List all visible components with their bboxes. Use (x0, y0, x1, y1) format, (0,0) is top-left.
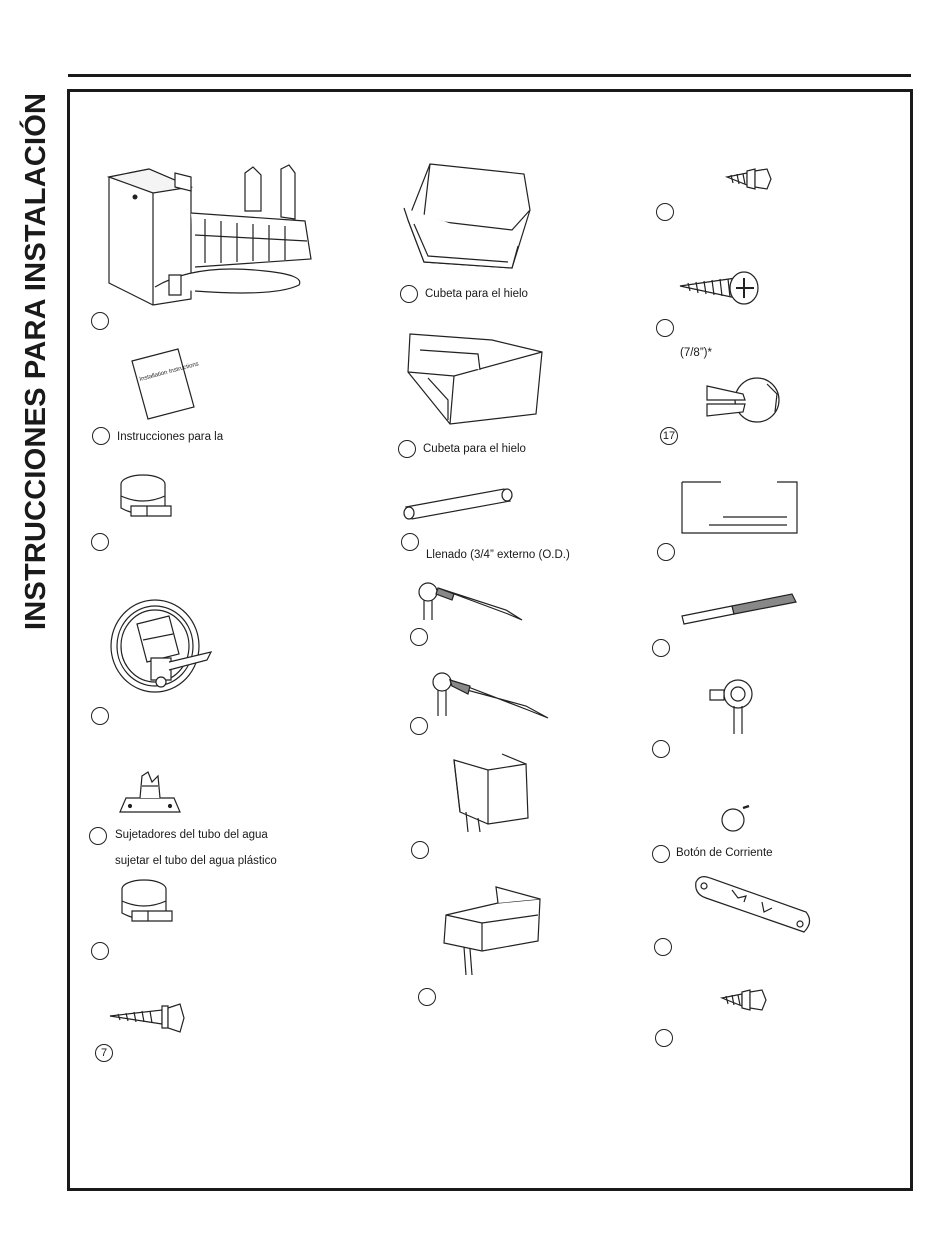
tube-assembly-a-illustration (414, 580, 524, 624)
part-number-instructions (92, 427, 110, 445)
label-card-illustration (681, 481, 799, 535)
hex-screw-a-illustration (725, 165, 773, 193)
label-power-button: Botón de Corriente (676, 847, 773, 859)
phillips-screw-illustration (678, 270, 762, 308)
part-number-clamp-a (91, 533, 109, 551)
part-number-fitting (652, 740, 670, 758)
label-ice-bucket-b: Cubeta para el hielo (423, 443, 526, 455)
part-number-water-valve (91, 707, 109, 725)
clamp-a-illustration (117, 472, 175, 528)
rod-illustration (680, 592, 798, 624)
ice-bucket-a-illustration (400, 160, 538, 276)
part-number-bracket-a (411, 841, 429, 859)
ice-maker-illustration (95, 163, 320, 308)
part-number-clamp-b (91, 942, 109, 960)
label-water-tube-holders: Sujetadores del tubo del agua (115, 829, 268, 841)
part-number-hex-screw-b (655, 1029, 673, 1047)
part-number-power-button (652, 845, 670, 863)
part-number-bracket-b (418, 988, 436, 1006)
water-tube-holder-illustration (118, 770, 182, 816)
bracket-b-illustration (440, 885, 544, 977)
fitting-illustration (708, 676, 758, 738)
booklet-text: Installation Instructions (138, 361, 200, 383)
part-number-screw-7: 7 (95, 1044, 113, 1062)
bracket-a-illustration (448, 752, 530, 836)
part-number-ice-maker (91, 312, 109, 330)
part-number-clip-17: 17 (660, 427, 678, 445)
water-valve-illustration (107, 596, 215, 698)
wrench-plate-illustration (692, 872, 814, 938)
power-button-illustration (719, 802, 753, 832)
instruction-booklet-illustration (128, 347, 200, 421)
side-title: INSTRUCCIONES PARA INSTALACIÓN (20, 92, 52, 630)
part-number-ice-bucket-a (400, 285, 418, 303)
fill-tube-illustration (398, 485, 516, 525)
label-ice-bucket-a: Cubeta para el hielo (425, 288, 528, 300)
part-number-label-card (657, 543, 675, 561)
label-instructions: Instrucciones para la (117, 431, 224, 443)
tube-assembly-b-illustration (428, 666, 550, 722)
hex-screw-b-illustration (720, 986, 768, 1014)
label-fill-tube: Llenado (3/4” externo (O.D.) (426, 549, 570, 561)
part-number-fill-tube (401, 533, 419, 551)
ice-bucket-b-illustration (398, 330, 546, 428)
part-number-wrench-plate (654, 938, 672, 956)
part-number-ice-bucket-b (398, 440, 416, 458)
clip-17-illustration (703, 374, 785, 426)
part-number-phillips-screw (656, 319, 674, 337)
header-rule (68, 74, 911, 77)
part-number-tube-assembly-a (410, 628, 428, 646)
part-number-water-tube-holders (89, 827, 107, 845)
part-number-hex-screw-a (656, 203, 674, 221)
label-water-tube-holders-line2: sujetar el tubo del agua plástico (115, 855, 277, 867)
part-number-rod (652, 639, 670, 657)
clamp-b-illustration (118, 877, 176, 933)
label-phillips-screw: (7/8”)* (680, 347, 712, 359)
screw-7-illustration (106, 1000, 186, 1036)
part-number-tube-assembly-b (410, 717, 428, 735)
